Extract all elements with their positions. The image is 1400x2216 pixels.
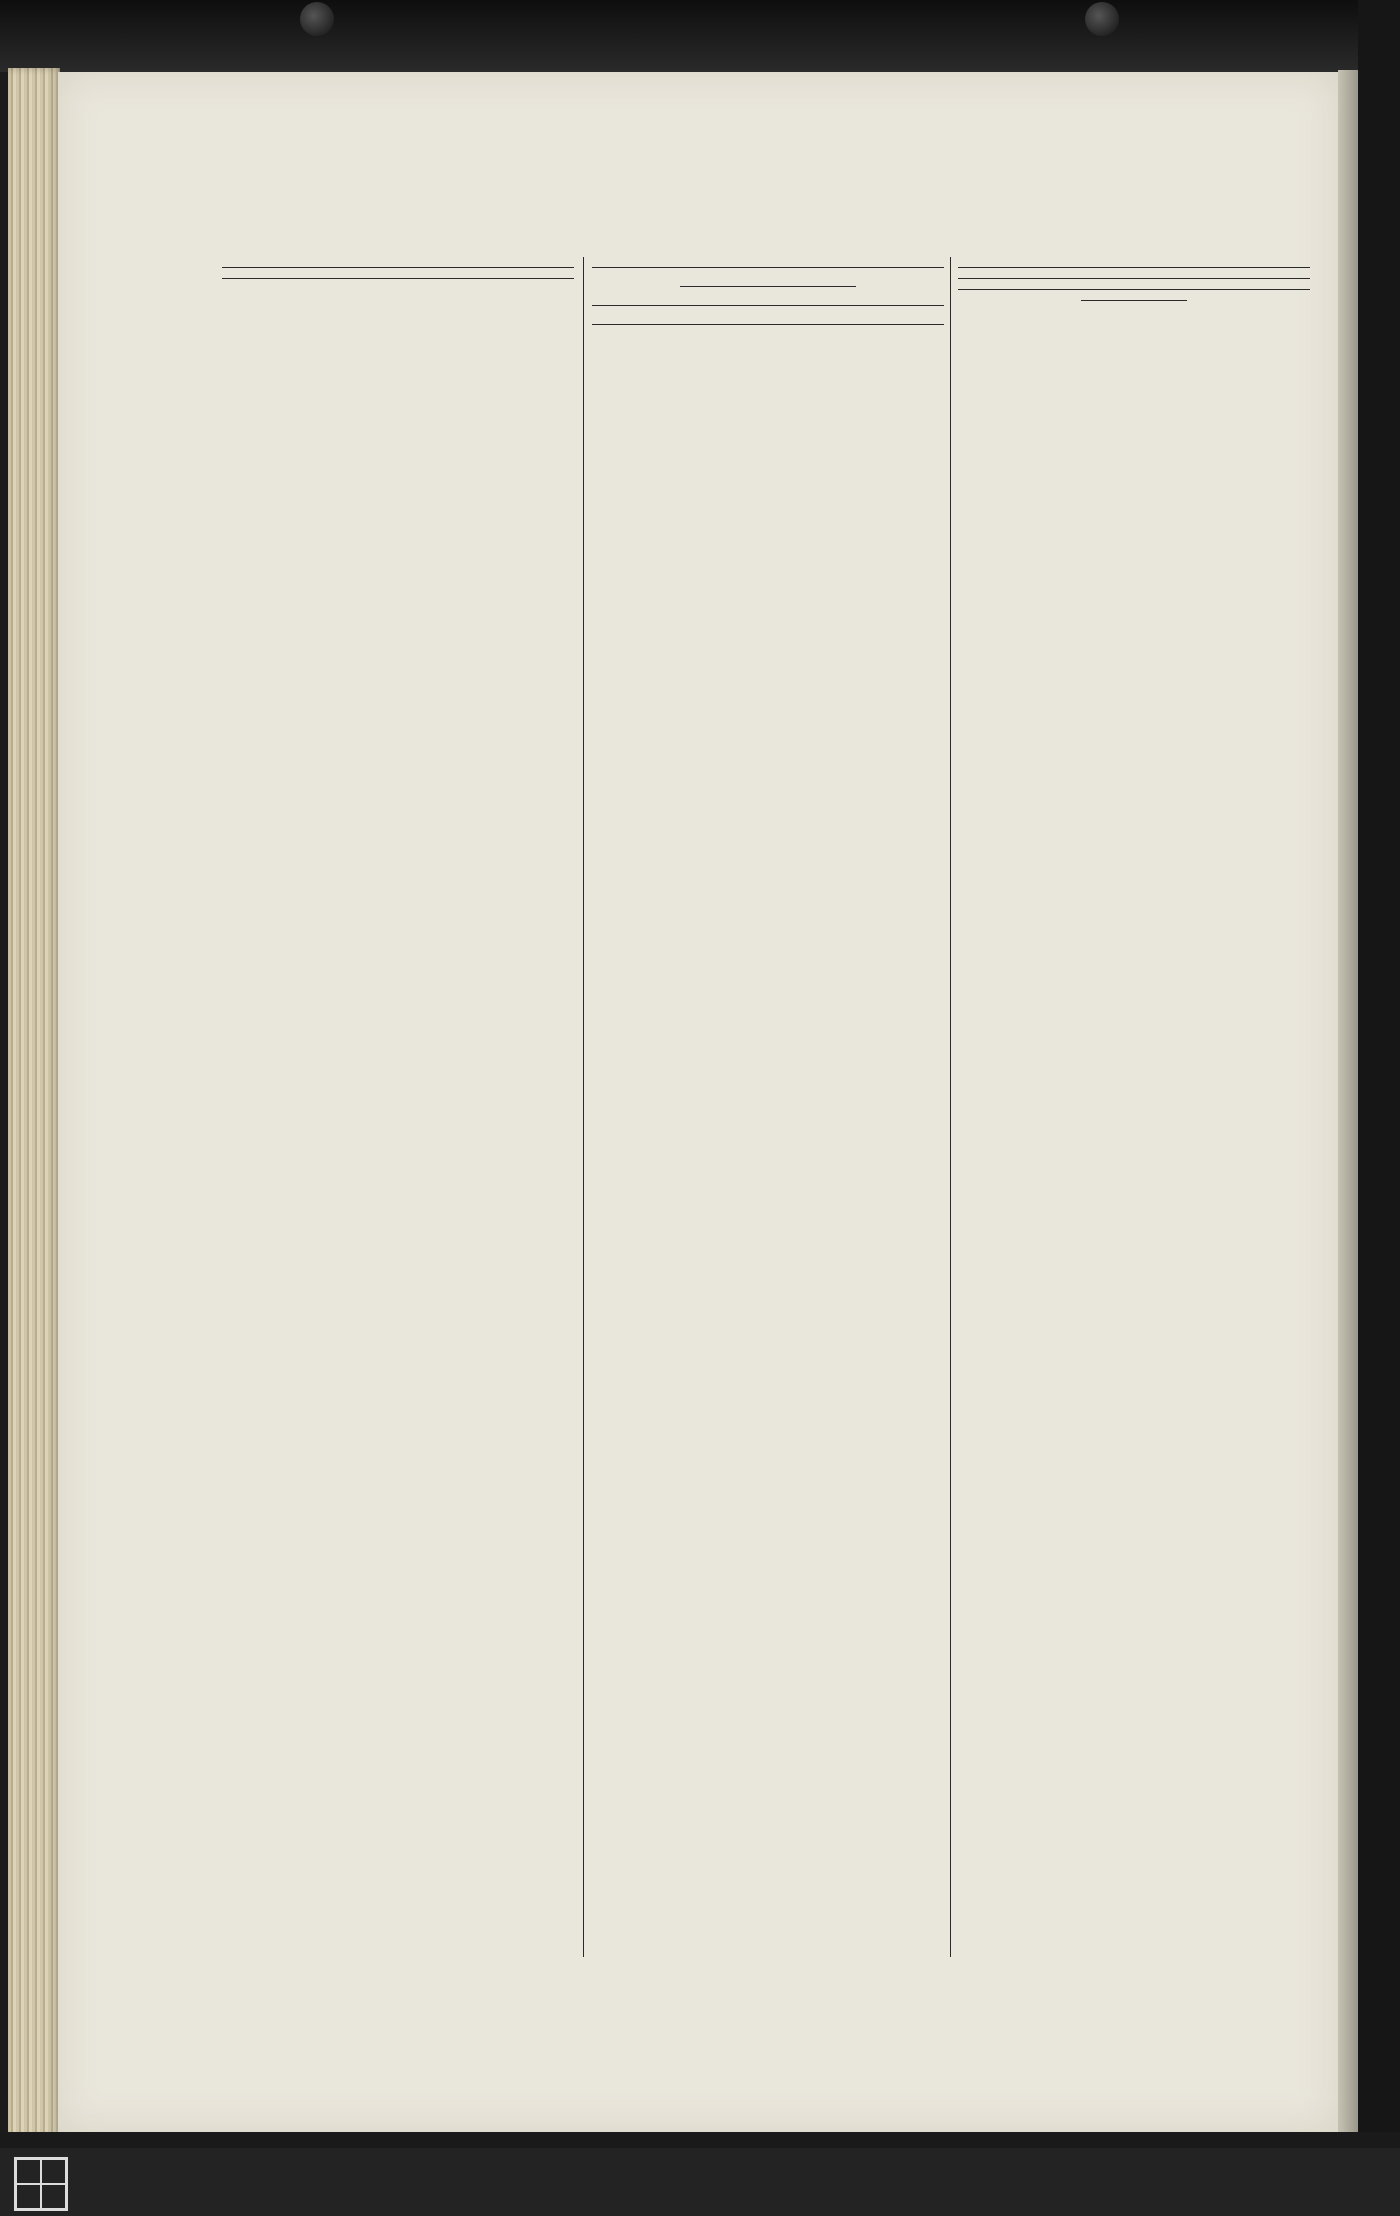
rule [958, 267, 1310, 268]
book-binding [8, 68, 60, 2138]
rule [958, 278, 1310, 279]
page-edge [1338, 70, 1358, 2140]
column-3 [958, 257, 1310, 309]
rule [958, 289, 1310, 290]
rule [592, 267, 944, 268]
scanner-knob-right [1085, 2, 1119, 36]
rule [592, 305, 944, 306]
column-1 [222, 257, 574, 287]
scanner-top-band [0, 0, 1400, 72]
scanner-right-band [1358, 0, 1400, 2216]
scanner-knob-left [300, 2, 334, 36]
column-divider-1 [583, 257, 584, 1957]
rule [680, 286, 856, 287]
library-footer [0, 2148, 1400, 2216]
rule [222, 278, 574, 279]
rule [222, 267, 574, 268]
rule [592, 324, 944, 325]
page-title [0, 198, 1400, 232]
scanner-bottom-band [0, 2132, 1400, 2148]
slub-logo [14, 2157, 68, 2211]
column-2 [592, 257, 944, 333]
rule [1081, 300, 1187, 301]
book-page [58, 72, 1338, 2132]
column-divider-2 [950, 257, 951, 1957]
